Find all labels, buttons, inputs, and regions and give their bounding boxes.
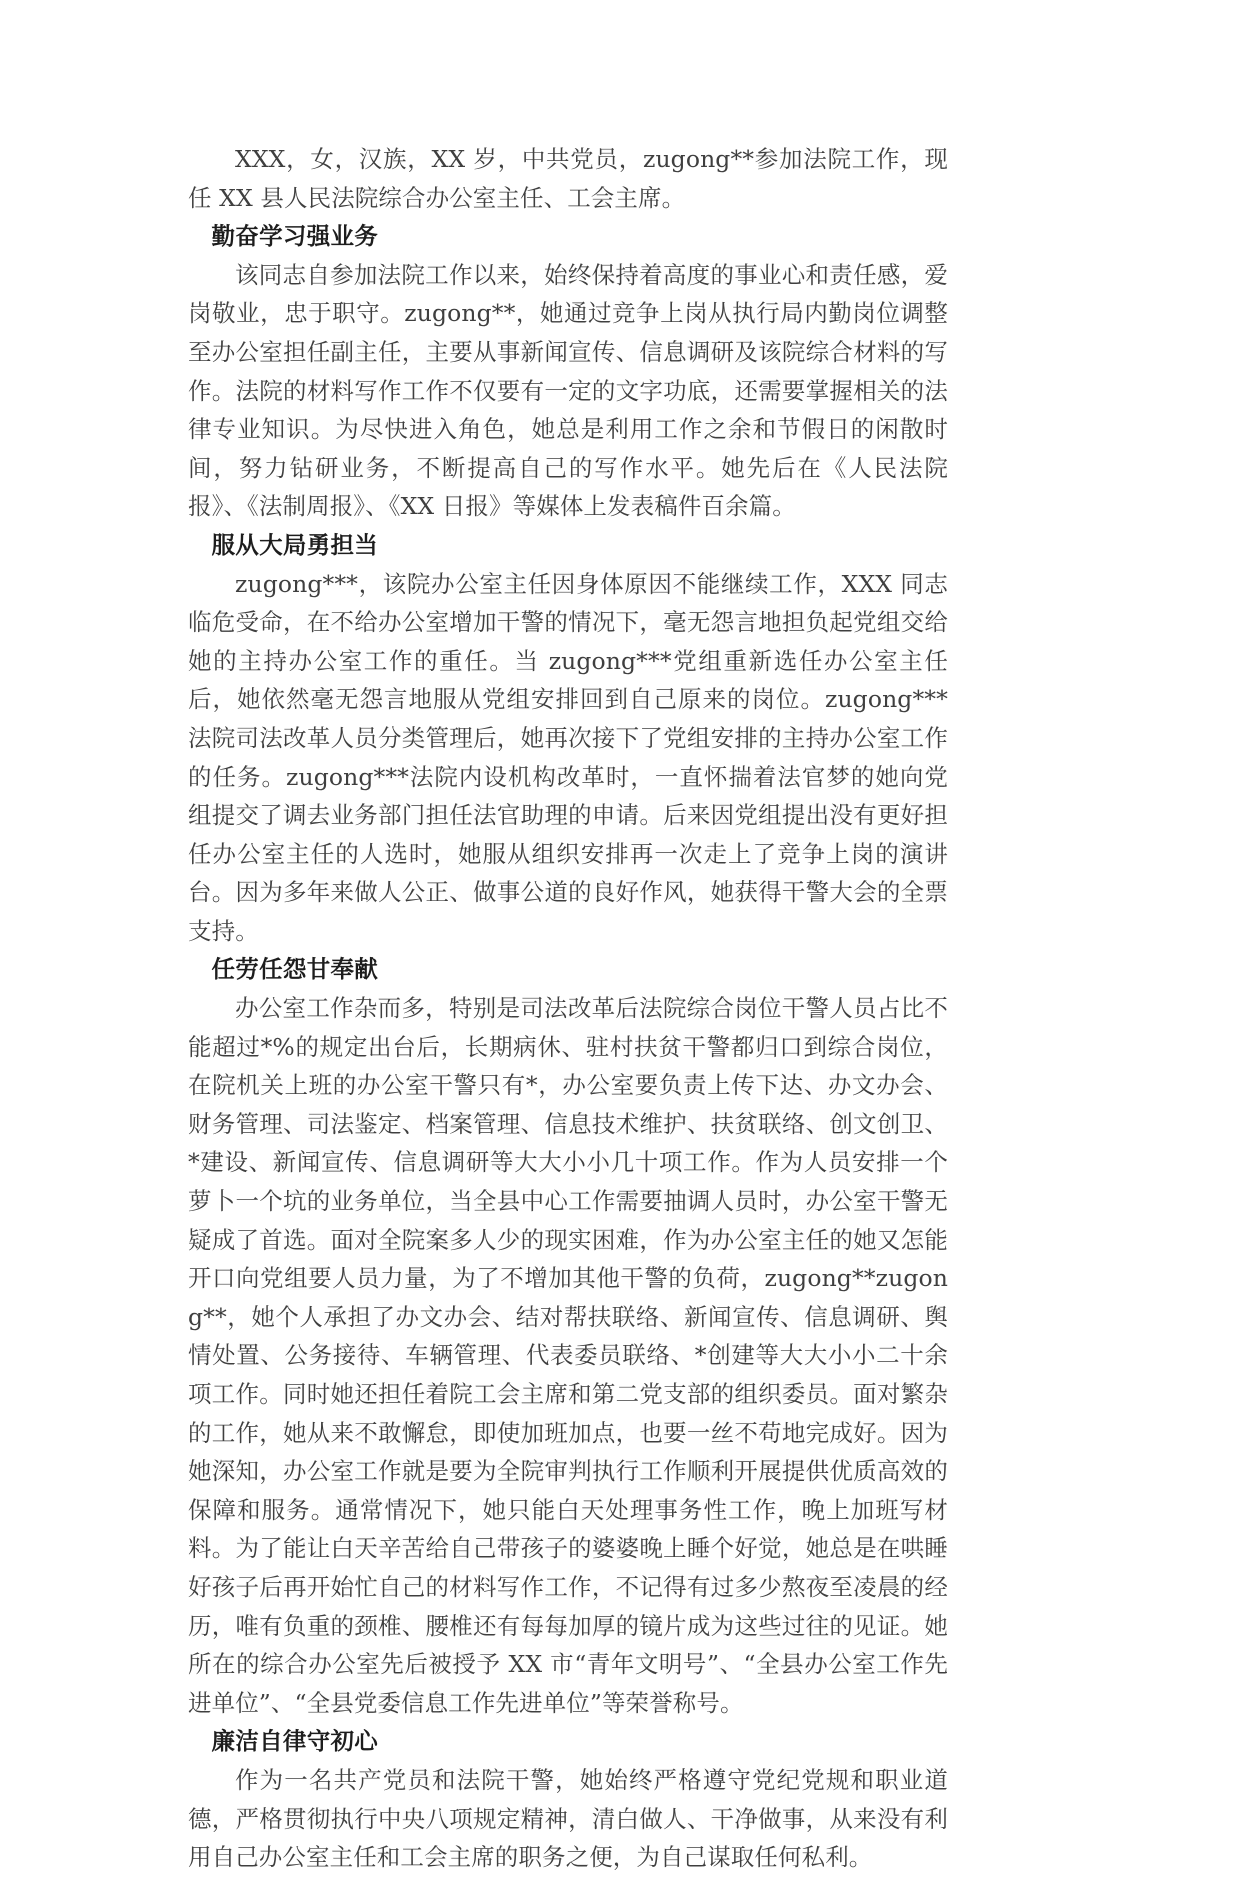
section-heading-2: 服从大局勇担当 [211, 530, 379, 559]
intro-paragraph: XXX，女，汉族，XX 岁，中共党员，zugong**参加法院工作，现任 XX 县人民法院综合办公室主任、工会主席。 [188, 145, 948, 212]
section-heading-3: 任劳任怨甘奉献 [211, 955, 379, 984]
section-paragraph-1: 该同志自参加法院工作以来，始终保持着高度的事业心和责任感，爱岗敬业，忠于职守。zugong**，她通过竞争上岗从执行局内勤岗位调整至办公室担任副主任，主要从事新闻宣传、信息调研及该院综合材料的写作。法院的材料写作工作不仅要有一定的文字功底，还需要掌握相关的法律专业知识。为尽快进入角色，她总是利用工作之余和节假日的闲散时间，努力钻研业务，不断提高自己的写作水平。她先后在《人民法院报》、《法制周报》、《XX 日报》等媒体上发表稿件百余篇。 [188, 260, 948, 521]
section-paragraph-4: 作为一名共产党员和法院干警，她始终严格遵守党纪党规和职业道德，严格贯彻执行中央八项规定精神，清白做人、干净做事，从来没有利用自己办公室主任和工会主席的职务之便，为自己谋取任何私利。 [188, 1765, 948, 1872]
section-heading-4: 廉洁自律守初心 [211, 1727, 379, 1756]
section-heading-1: 勤奋学习强业务 [211, 222, 379, 251]
section-paragraph-3: 办公室工作杂而多，特别是司法改革后法院综合岗位干警人员占比不能超过*%的规定出台后，长期病休、驻村扶贫干警都归口到综合岗位，在院机关上班的办公室干警只有*，办公室要负责上传下达、办文办会、财务管理、司法鉴定、档案管理、信息技术维护、扶贫联络、创文创卫、*建设、新闻宣传、信息调研等大大小小几十项工作。作为人员安排一个萝卜一个坑的业务单位，当全县中心工作需要抽调人员时，办公室干警无疑成了首选。面对全院案多人少的现实困难，作为办公室主任的她又怎能开口向党组要人员力量，为了不增加其他干警的负荷，zugong**zugong**，她个人承担了办文办会、结对帮扶联络、新闻宣传、信息调研、舆情处置、公务接待、车辆管理、代表委员联络、*创建等大大小小二十余项工作。同时她还担任着院工会主席和第二党支部的组织委员。面对繁杂的工作，她从来不敢懈怠，即使加班加点，也要一丝不苟地完成好。因为她深知，办公室工作就是要为全院审判执行工作顺利开展提供优质高效的保障和服务。通常情况下，她只能白天处理事务性工作，晚上加班写材料。为了能让白天辛苦给自己带孩子的婆婆晚上睡个好觉，她总是在哄睡好孩子后再开始忙自己的材料写作工作，不记得有过多少熬夜至凌晨的经历，唯有负重的颈椎、腰椎还有每每加厚的镜片成为这些过往的见证。她所在的综合办公室先后被授予 XX 市“青年文明号”、“全县办公室工作先进单位”、“全县党委信息工作先进单位”等荣誉称号。 [188, 994, 948, 1717]
document-body [188, 140, 948, 1877]
section-paragraph-2: zugong***，该院办公室主任因身体原因不能继续工作，XXX 同志临危受命，在不给办公室增加干警的情况下，毫无怨言地担负起党组交给她的主持办公室工作的重任。当 zugong***党组重新选任办公室主任后，她依然毫无怨言地服从党组安排回到自己原来的岗位。zugong***法院司法改革人员分类管理后，她再次接下了党组安排的主持办公室工作的任务。zugong***法院内设机构改革时，一直怀揣着法官梦的她向党组提交了调去业务部门担任法官助理的申请。后来因党组提出没有更好担任办公室主任的人选时，她服从组织安排再一次走上了竞争上岗的演讲台。因为多年来做人公正、做事公道的良好作风，她获得干警大会的全票支持。 [188, 569, 948, 945]
